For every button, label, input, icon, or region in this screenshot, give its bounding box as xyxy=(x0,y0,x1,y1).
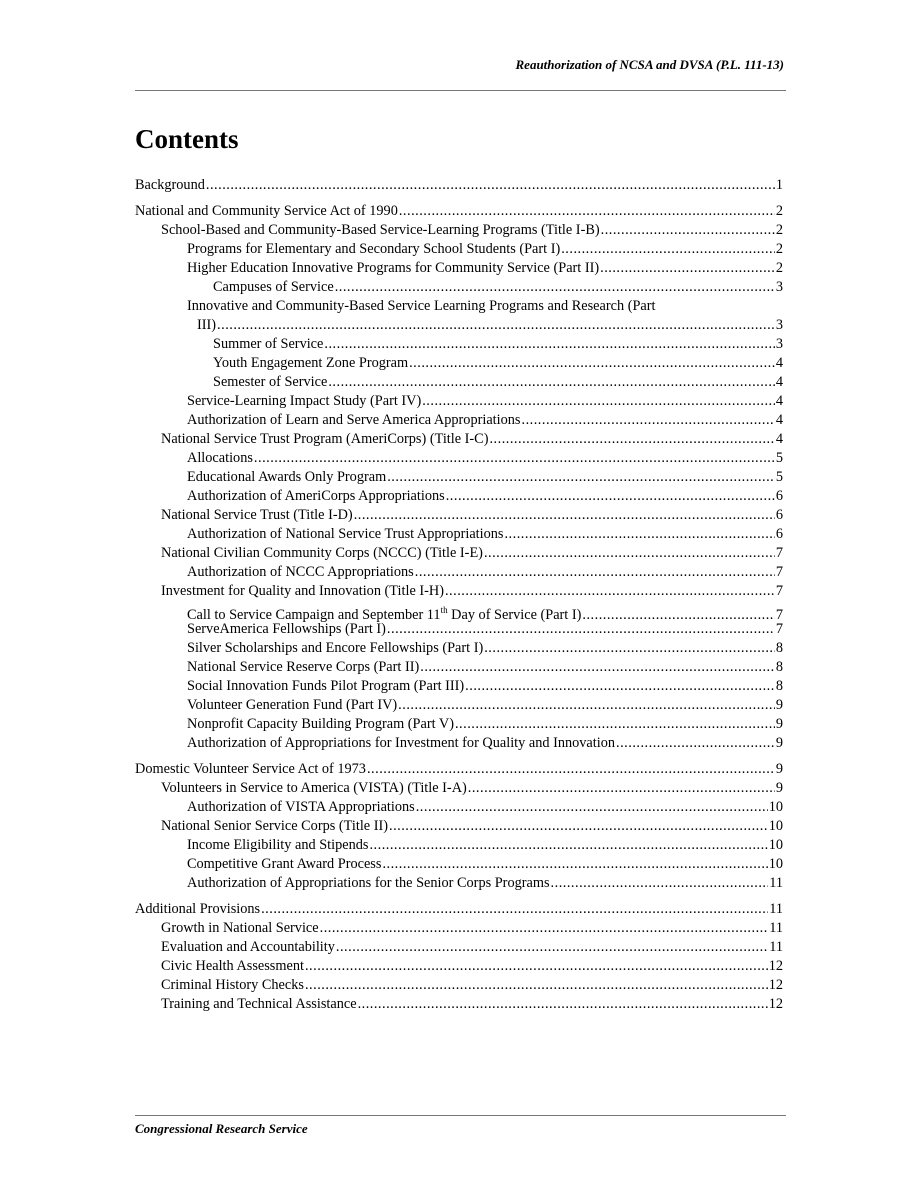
toc-leader-dots xyxy=(335,278,775,297)
toc-entry-label: Training and Technical Assistance xyxy=(161,996,357,1012)
toc-entry-label: Campuses of Service xyxy=(213,279,334,295)
toc-entry-label: Investment for Quality and Innovation (Title I-H) xyxy=(161,583,444,599)
toc-entry-label: Background xyxy=(135,177,205,193)
toc-leader-dots xyxy=(398,696,775,715)
toc-page-number: 2 xyxy=(775,260,783,276)
toc-entry-label: Growth in National Service xyxy=(161,920,319,936)
toc-entry-label: Additional Provisions xyxy=(135,901,261,917)
toc-entry[interactable] xyxy=(135,316,783,335)
toc-leader-dots xyxy=(305,976,768,995)
toc-page-number: 8 xyxy=(775,659,783,675)
toc-entry-label: Programs for Elementary and Secondary School Students (Part I) xyxy=(187,241,561,257)
toc-leader-dots xyxy=(522,411,775,430)
toc-entry[interactable] xyxy=(135,734,783,753)
toc-page-number: 6 xyxy=(775,507,783,523)
footer-text: Congressional Research Service xyxy=(135,1121,308,1136)
toc-leader-dots xyxy=(354,506,775,525)
toc-page-number: 9 xyxy=(775,761,783,777)
toc-entry[interactable] xyxy=(135,487,783,506)
toc-leader-dots xyxy=(465,677,775,696)
toc-label-part: Day of Service (Part I) xyxy=(447,606,582,623)
toc-entry-label: School-Based and Community-Based Service-Learning Programs (Title I-B) xyxy=(161,222,600,238)
toc-page-number: 4 xyxy=(775,431,783,447)
toc-leader-dots xyxy=(446,487,775,506)
toc-page-number: 9 xyxy=(775,735,783,751)
toc-entry[interactable] xyxy=(135,919,783,938)
toc-entry[interactable] xyxy=(135,817,783,836)
toc-entry[interactable] xyxy=(135,259,783,278)
toc-entry-label: National Service Trust Program (AmeriCorps) (Title I-C) xyxy=(161,431,489,447)
toc-entry[interactable] xyxy=(135,392,783,411)
toc-entry[interactable] xyxy=(135,995,783,1014)
toc-label-superscript: th xyxy=(440,605,448,615)
toc-entry[interactable] xyxy=(135,278,783,297)
toc-entry[interactable] xyxy=(135,677,783,696)
toc-page-number: 12 xyxy=(768,977,783,993)
toc-entry-label: Educational Awards Only Program xyxy=(187,469,387,485)
toc-entry[interactable] xyxy=(135,176,783,195)
toc-leader-dots xyxy=(504,525,774,544)
toc-entry[interactable] xyxy=(135,525,783,544)
toc-leader-dots xyxy=(254,449,775,468)
toc-page-number: 5 xyxy=(775,450,783,466)
toc-entry[interactable] xyxy=(135,798,783,817)
toc-entry[interactable] xyxy=(135,658,783,677)
toc-entry-label: Volunteer Generation Fund (Part IV) xyxy=(187,697,398,713)
header-rule xyxy=(135,90,786,91)
toc-page-number: 8 xyxy=(775,678,783,694)
toc-entry-label: Criminal History Checks xyxy=(161,977,304,993)
toc-leader-dots xyxy=(324,335,774,354)
toc-leader-dots xyxy=(399,202,775,221)
toc-page-number: 2 xyxy=(775,203,783,219)
toc-leader-dots xyxy=(336,938,768,957)
toc-leader-dots xyxy=(217,316,775,335)
toc-entry[interactable] xyxy=(135,874,783,893)
toc-leader-dots xyxy=(489,430,774,449)
toc-leader-dots xyxy=(484,544,775,563)
toc-page-number: 11 xyxy=(769,939,783,955)
toc-page-number: 10 xyxy=(768,818,783,834)
toc-page-number: 7 xyxy=(775,583,783,599)
toc-entry-label: ServeAmerica Fellowships (Part I) xyxy=(187,621,386,637)
toc-entry-label: Authorization of Appropriations for Investment for Quality and Innovation xyxy=(187,735,616,751)
toc-page-number: 10 xyxy=(768,799,783,815)
toc-leader-dots xyxy=(328,373,775,392)
toc-leader-dots xyxy=(601,221,775,240)
toc-leader-dots xyxy=(387,620,775,639)
toc-page-number: 11 xyxy=(769,920,783,936)
toc-entry[interactable] xyxy=(135,221,783,240)
toc-entry[interactable] xyxy=(135,620,783,639)
toc-entry-label: Competitive Grant Award Process xyxy=(187,856,382,872)
toc-page-number: 2 xyxy=(775,241,783,257)
toc-entry-label: Allocations xyxy=(187,450,253,466)
toc-page-number: 2 xyxy=(775,222,783,238)
toc-page-number: 4 xyxy=(775,355,783,371)
toc-entry-label: Civic Health Assessment xyxy=(161,958,304,974)
toc-entry[interactable] xyxy=(135,760,783,779)
toc-page-number: 4 xyxy=(775,412,783,428)
toc-entry-label: Authorization of Appropriations for the Senior Corps Programs xyxy=(187,875,550,891)
toc-entry[interactable] xyxy=(135,563,783,582)
toc-leader-dots xyxy=(468,779,775,798)
toc-leader-dots xyxy=(305,957,768,976)
toc-leader-dots xyxy=(358,995,768,1014)
toc-entry[interactable] xyxy=(135,468,783,487)
toc-entry[interactable] xyxy=(135,836,783,855)
toc-entry-label: Summer of Service xyxy=(213,336,324,352)
toc-page-number: 6 xyxy=(775,488,783,504)
toc-entry[interactable] xyxy=(135,411,783,430)
toc-page-number: 5 xyxy=(775,469,783,485)
toc-entry-label: Authorization of VISTA Appropriations xyxy=(187,799,415,815)
toc-entry[interactable] xyxy=(135,449,783,468)
toc-page-number: 9 xyxy=(775,716,783,732)
toc-entry[interactable] xyxy=(135,240,783,259)
toc-entry-label: Volunteers in Service to America (VISTA) (Title I-A) xyxy=(161,780,467,796)
toc-page-number: 9 xyxy=(775,697,783,713)
toc-page-number: 1 xyxy=(775,177,783,193)
toc-entry-label: Evaluation and Accountability xyxy=(161,939,335,955)
toc-leader-dots xyxy=(600,259,775,278)
toc-page-number: 11 xyxy=(769,875,783,891)
toc-entry-label: Service-Learning Impact Study (Part IV) xyxy=(187,393,422,409)
toc-entry-label: Higher Education Innovative Programs for Community Service (Part II) xyxy=(187,260,600,276)
toc-leader-dots xyxy=(422,392,775,411)
footer-rule xyxy=(135,1115,786,1116)
toc-leader-dots xyxy=(369,836,767,855)
running-header: Reauthorization of NCSA and DVSA (P.L. 111-13) xyxy=(515,57,784,72)
table-of-contents xyxy=(135,176,783,1014)
toc-page-number: 12 xyxy=(768,958,783,974)
toc-entry[interactable] xyxy=(135,779,783,798)
toc-leader-dots xyxy=(455,715,775,734)
toc-page-number: 3 xyxy=(775,279,783,295)
toc-entry[interactable] xyxy=(135,715,783,734)
toc-leader-dots xyxy=(382,855,767,874)
toc-entry[interactable] xyxy=(135,938,783,957)
toc-page-number: 10 xyxy=(768,856,783,872)
toc-page-number: 7 xyxy=(775,545,783,561)
toc-leader-dots xyxy=(484,639,775,658)
toc-page-number: 10 xyxy=(768,837,783,853)
toc-page-number: 4 xyxy=(775,393,783,409)
toc-leader-dots xyxy=(551,874,769,893)
contents-heading: Contents xyxy=(135,124,239,154)
toc-entry[interactable] xyxy=(135,373,783,392)
toc-entry-label: Nonprofit Capacity Building Program (Part V) xyxy=(187,716,454,732)
toc-entry[interactable] xyxy=(135,601,783,623)
toc-entry-label: Income Eligibility and Stipends xyxy=(187,837,369,853)
toc-leader-dots xyxy=(320,919,769,938)
toc-label-part: Call to Service Campaign and September 11 xyxy=(187,606,441,623)
toc-leader-dots xyxy=(261,900,768,919)
toc-entry-label: Semester of Service xyxy=(213,374,328,390)
toc-leader-dots xyxy=(367,760,775,779)
toc-entry[interactable] xyxy=(135,900,783,919)
toc-page-number: 7 xyxy=(775,564,783,580)
toc-entry-label: National Service Trust (Title I-D) xyxy=(161,507,353,523)
toc-entry[interactable] xyxy=(135,430,783,449)
toc-leader-dots xyxy=(415,563,775,582)
toc-entry-label: III) xyxy=(197,317,217,333)
toc-page-number: 3 xyxy=(775,317,783,333)
toc-leader-dots xyxy=(416,798,768,817)
toc-entry[interactable] xyxy=(135,506,783,525)
toc-entry-label: Authorization of AmeriCorps Appropriations xyxy=(187,488,445,504)
toc-leader-dots xyxy=(420,658,775,677)
toc-entry[interactable] xyxy=(135,957,783,976)
toc-entry[interactable] xyxy=(135,202,783,221)
toc-leader-dots xyxy=(409,354,775,373)
toc-page-number: 11 xyxy=(769,901,783,917)
toc-entry[interactable] xyxy=(135,639,783,658)
toc-entry-label: National Civilian Community Corps (NCCC) (Title I-E) xyxy=(161,545,483,561)
toc-leader-dots xyxy=(561,240,775,259)
toc-page-number: 7 xyxy=(775,606,783,623)
toc-entry-label: National Senior Service Corps (Title II) xyxy=(161,818,388,834)
toc-entry[interactable] xyxy=(135,335,783,354)
toc-entry-label: National Service Reserve Corps (Part II) xyxy=(187,659,420,675)
toc-entry-label: Authorization of National Service Trust Appropriations xyxy=(187,526,504,542)
toc-page-number: 3 xyxy=(775,336,783,352)
toc-entry-label: Authorization of NCCC Appropriations xyxy=(187,564,414,580)
toc-leader-dots xyxy=(387,468,775,487)
toc-entry-label: Social Innovation Funds Pilot Program (Part III) xyxy=(187,678,465,694)
toc-leader-dots xyxy=(389,817,768,836)
toc-page-number: 6 xyxy=(775,526,783,542)
toc-entry-label: Domestic Volunteer Service Act of 1973 xyxy=(135,761,366,777)
toc-entry[interactable] xyxy=(135,976,783,995)
toc-entry-wrapped-line[interactable]: Innovative and Community-Based Service Learning Programs and Research (Part xyxy=(187,298,656,314)
toc-entry[interactable] xyxy=(135,696,783,715)
toc-entry-label: Silver Scholarships and Encore Fellowships (Part I) xyxy=(187,640,484,656)
toc-entry[interactable] xyxy=(135,354,783,373)
toc-page-number: 8 xyxy=(775,640,783,656)
toc-entry-label: Youth Engagement Zone Program xyxy=(213,355,409,371)
toc-entry[interactable] xyxy=(135,582,783,601)
toc-entry-label: Authorization of Learn and Serve America Appropriations xyxy=(187,412,521,428)
toc-leader-dots xyxy=(616,734,775,753)
toc-page-number: 12 xyxy=(768,996,783,1012)
toc-page-number: 9 xyxy=(775,780,783,796)
toc-leader-dots xyxy=(445,582,775,601)
toc-entry[interactable] xyxy=(135,855,783,874)
toc-leader-dots xyxy=(206,176,775,195)
toc-entry[interactable] xyxy=(135,544,783,563)
toc-page-number: 4 xyxy=(775,374,783,390)
toc-page-number: 7 xyxy=(775,621,783,637)
toc-entry-label: National and Community Service Act of 1990 xyxy=(135,203,398,219)
